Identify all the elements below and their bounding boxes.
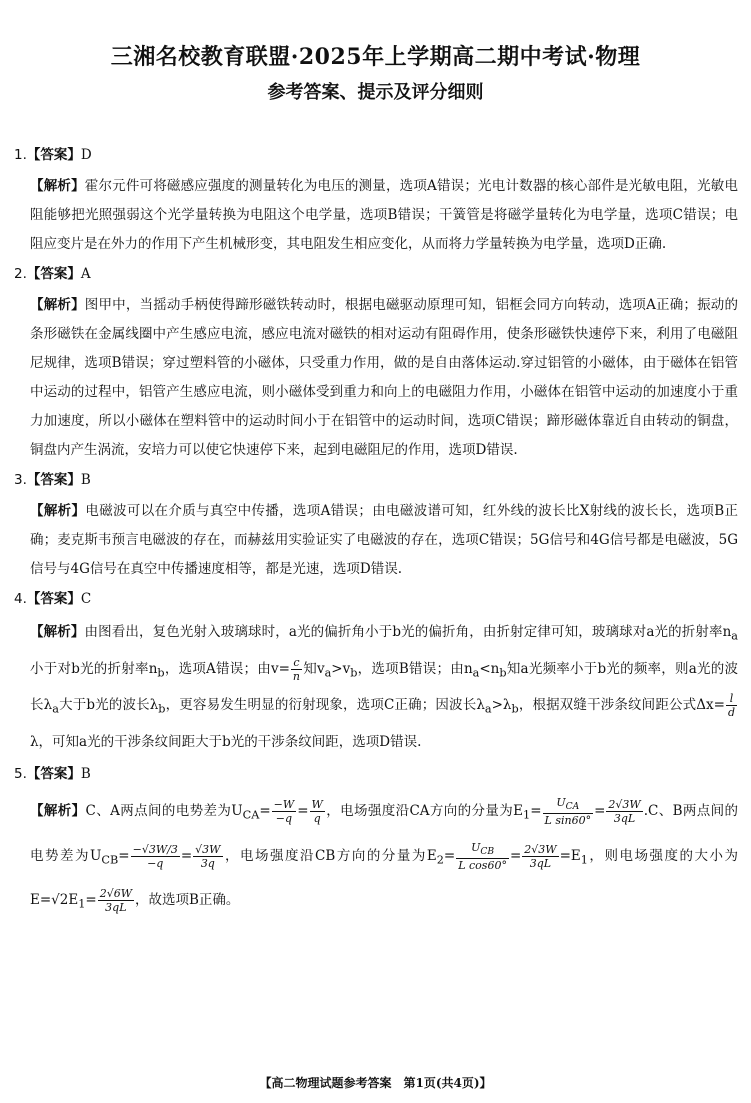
answer-value: A: [80, 266, 91, 282]
question-number: 1.: [14, 147, 27, 163]
question-5-analysis: [30, 791, 738, 925]
subscript: a: [484, 703, 492, 717]
denominator: L cos60°: [458, 858, 507, 872]
fraction-negW-over-negq: [272, 798, 297, 825]
subscript: CB: [480, 845, 495, 857]
numerator: W: [311, 798, 323, 812]
subscript: a: [324, 666, 332, 680]
analysis-text: 霍尔元件可将磁感应强度的测量转化为电压的测量，选项A错误；光电计数器的核心部件是光敏电阻，光敏电阻能够把光照强弱这个光学量转换为电阻这个电学量，选项B错误；干簧管是将磁学量转化为电学量，选项C错误；电阻应变片是在外力的作用下产生机械形变，其电阻发生相应变化，从而将力学量转换为电学量，选项D正确.: [30, 178, 738, 252]
question-2-analysis: [30, 291, 738, 465]
subscript: a: [731, 629, 739, 643]
question-number: 3.: [14, 472, 27, 488]
subscript: b: [499, 666, 507, 680]
analysis-text: C、A两点间的电势差为U: [85, 803, 243, 820]
fraction-2r3W-over-3qL: [522, 843, 558, 870]
denominator: d: [727, 706, 735, 720]
answer-label: 【答案】: [26, 591, 81, 607]
analysis-text: =: [297, 803, 309, 820]
denominator: −q: [275, 812, 293, 826]
numerator: [456, 841, 509, 859]
answer-value: C: [80, 591, 92, 607]
denominator: 3qL: [613, 812, 636, 826]
analysis-text: 大于b光的波长λ: [58, 697, 159, 714]
analysis-label: 【解析】: [30, 503, 86, 519]
subscript: b: [158, 703, 166, 717]
analysis-text: 小于对b光的折射率n: [30, 660, 158, 677]
analysis-label: 【解析】: [30, 803, 86, 820]
fraction-r3over3-over-negq: [131, 843, 180, 870]
analysis-text: =: [509, 847, 522, 864]
numerator: −√3W/3: [132, 842, 178, 856]
fraction-l-over-d: [726, 692, 737, 719]
answer-content: [14, 146, 738, 931]
numerator: √3W: [195, 842, 221, 856]
numerator-symbol: U: [556, 795, 566, 809]
answer-label: 【答案】: [26, 472, 81, 488]
fraction-r3W-over-3q: [193, 843, 222, 870]
analysis-text: =: [259, 803, 271, 820]
analysis-text: ，则电场强度的大小为E=√2E: [30, 847, 739, 909]
analysis-text: =E: [559, 847, 581, 864]
fraction-2r6W-over-3qL: [98, 887, 134, 914]
analysis-text: 电磁波可以在介质与真空中传播，选项A错误；由电磁波谱可知，红外线的波长比X射线的波长长，选项B正确；麦克斯韦预言电磁波的存在，而赫兹用实验证实了电磁波的存在，选项C错误；5G信号和4G信号都是电磁波，5G信号与4G信号在真空中传播速度相等，都是光速，选项D错误.: [30, 503, 739, 577]
denominator: n: [292, 669, 300, 683]
question-2: [14, 265, 738, 465]
question-4-analysis: [30, 616, 738, 759]
subscript: CA: [242, 808, 260, 822]
numerator: 2√3W: [608, 798, 641, 812]
analysis-text: =: [443, 847, 456, 864]
subscript: CB: [101, 853, 119, 867]
analysis-label: 【解析】: [30, 297, 85, 313]
denominator: 3qL: [529, 856, 552, 870]
subscript: b: [350, 666, 358, 680]
subscript: a: [52, 703, 59, 717]
question-4-header: [14, 590, 738, 608]
numerator-symbol: U: [471, 840, 481, 854]
denominator: 3q: [200, 856, 215, 870]
numerator: 2√6W: [99, 887, 133, 901]
analysis-text: 知a光频率小于b光的频率，则a光的波长λ: [30, 660, 738, 714]
page-footer: 【高二物理试题参考答案 第1页(共4页)】: [259, 1076, 492, 1090]
question-3-header: [14, 471, 738, 489]
subscript: CA: [565, 801, 580, 813]
analysis-text: λ，可知a光的干涉条纹间距大于b光的干涉条纹间距，选项D错误.: [30, 734, 422, 751]
answer-value: B: [80, 766, 91, 783]
question-5: [14, 765, 738, 925]
numerator: l: [726, 692, 737, 706]
analysis-text: ，更容易发生明显的衍射现象，选项C正确；因波长λ: [165, 697, 485, 714]
question-1: [14, 146, 738, 259]
subscript: a: [472, 666, 480, 680]
answer-label: 【答案】: [26, 766, 81, 783]
question-number: 2.: [14, 266, 27, 282]
analysis-text: =: [530, 803, 542, 820]
question-number: 4.: [14, 591, 27, 607]
analysis-text: ，选项B错误；由n: [357, 660, 473, 677]
analysis-text: ，电场强度沿CA方向的分量为E: [325, 803, 524, 820]
analysis-text: ，故选项B正确。: [135, 892, 240, 909]
analysis-text: =: [180, 847, 193, 864]
question-4: [14, 590, 738, 759]
analysis-text: 图甲中，当摇动手柄使得蹄形磁铁转动时，根据电磁驱动原理可知，铝框会同方向转动，选项A正确；振动的条形磁铁在金属线圈中产生感应电流，感应电流对磁铁的相对运动有阻碍作用，使条形磁铁快速停下来，利用了电磁阻尼规律，选项B错误；穿过塑料管的小磁体，只受重力作用，做的是自由落体运动.穿过铝管的小磁体，由于磁体在铝管中运动的过程中，铝管产生感应电流，则小磁体受到重力和向上的电磁阻力作用，小磁体在铝管中运动的加速度小于重力加速度，所以小磁体在塑料管中的运动时间小于在铝管中的运动时间，选项C错误；蹄形磁体靠近自由转动的铜盘，铜盘内产生涡流，安培力可以使它快速停下来，起到电磁阻尼的作用，选项D错误.: [30, 297, 738, 458]
subscript: b: [511, 703, 519, 717]
fraction-W-over-q: [310, 798, 325, 825]
question-3-analysis: [30, 497, 738, 584]
page-title: 三湘名校教育联盟·2025年上学期高二期中考试·物理: [110, 44, 641, 70]
denominator: q: [313, 812, 321, 826]
fraction-UCB-over-Lcos: [456, 841, 509, 872]
question-1-analysis: [30, 172, 738, 259]
analysis-label: 【解析】: [30, 178, 85, 194]
subscript: 1: [580, 853, 588, 867]
analysis-text: <n: [479, 660, 500, 677]
analysis-text: >v: [331, 660, 351, 677]
subscript: b: [157, 666, 165, 680]
page-subtitle: 参考答案、提示及评分细则: [267, 82, 484, 103]
numerator: c: [291, 656, 302, 670]
answer-label: 【答案】: [26, 266, 81, 282]
numerator: [543, 796, 594, 814]
analysis-text: ，选项A错误；由v=: [164, 660, 290, 677]
answer-value: B: [80, 472, 91, 488]
denominator: 3qL: [105, 901, 127, 915]
fraction-2r3W-over-3qL: [606, 798, 642, 825]
subscript: 2: [436, 853, 444, 867]
question-1-header: [14, 146, 738, 164]
fraction-c-over-n: [291, 656, 302, 683]
subscript: 1: [78, 898, 86, 912]
denominator: −q: [147, 856, 164, 870]
analysis-text: 知v: [302, 660, 325, 677]
analysis-text: ，根据双缝干涉条纹间距公式Δx=: [518, 697, 725, 714]
analysis-text: >λ: [491, 697, 512, 714]
analysis-text: =: [118, 847, 130, 864]
denominator: L sin60°: [544, 814, 592, 828]
analysis-text: .C、B两点间的电势差为U: [30, 803, 739, 864]
analysis-text: =: [594, 803, 606, 820]
numerator: −W: [273, 798, 295, 812]
answer-label: 【答案】: [26, 147, 81, 163]
analysis-text: ，电场强度沿CB方向的分量为E: [223, 847, 437, 864]
subscript: 1: [523, 808, 531, 822]
answer-value: D: [80, 147, 92, 163]
question-5-header: [14, 765, 738, 783]
question-2-header: [14, 265, 738, 283]
fraction-UCA-over-Lsin: [543, 796, 594, 827]
numerator: 2√3W: [524, 842, 557, 856]
question-3: [14, 471, 738, 584]
analysis-text: =: [85, 892, 97, 909]
question-number: 5.: [14, 766, 27, 783]
analysis-label: 【解析】: [30, 624, 85, 640]
analysis-text: 由图看出，复色光射入玻璃球时，a光的偏折角小于b光的偏折角，由折射定律可知，玻璃球对a光的折射率n: [84, 624, 732, 640]
